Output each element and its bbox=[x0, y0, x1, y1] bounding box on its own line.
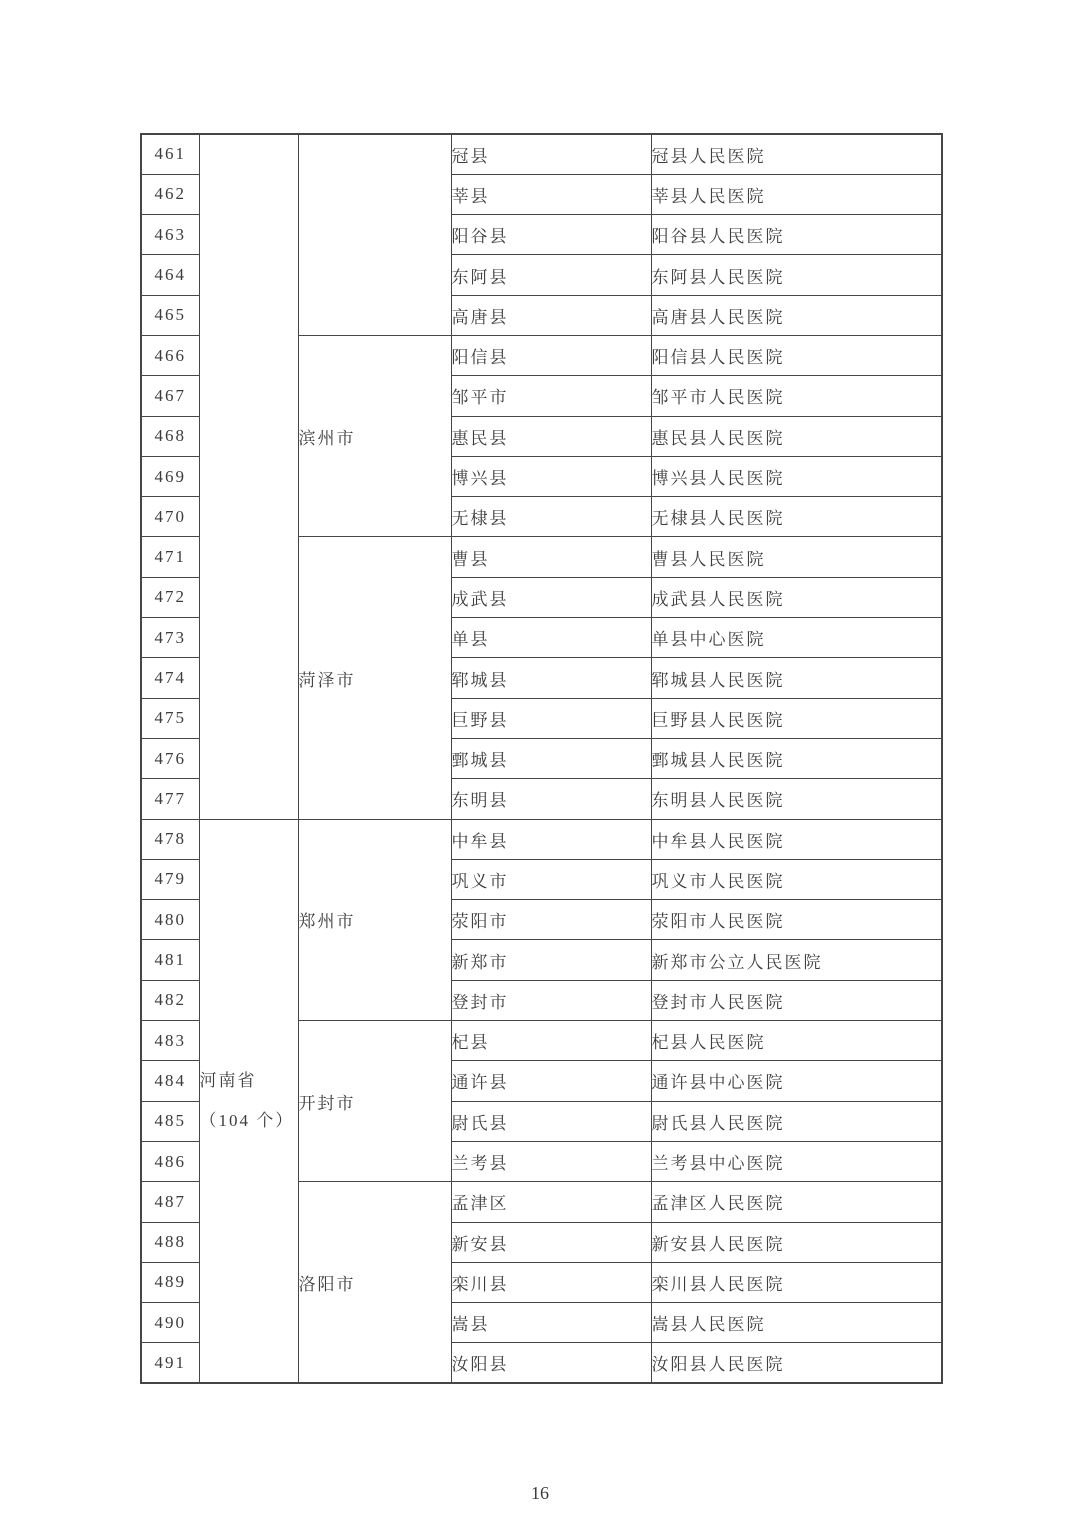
county-cell: 惠民县 bbox=[451, 416, 651, 456]
city-cell: 开封市 bbox=[298, 1021, 451, 1182]
county-cell: 新安县 bbox=[451, 1222, 651, 1262]
county-cell: 嵩县 bbox=[451, 1303, 651, 1343]
county-cell: 兰考县 bbox=[451, 1141, 651, 1181]
province-label: 河南省 bbox=[199, 1070, 257, 1090]
row-number-cell: 464 bbox=[141, 255, 199, 295]
hospital-cell: 博兴县人民医院 bbox=[651, 456, 942, 496]
row-number-cell: 463 bbox=[141, 215, 199, 255]
county-cell: 汝阳县 bbox=[451, 1343, 651, 1383]
county-cell: 孟津区 bbox=[451, 1182, 651, 1222]
row-number-cell: 481 bbox=[141, 940, 199, 980]
county-cell: 东阿县 bbox=[451, 255, 651, 295]
page-number: 16 bbox=[531, 1483, 549, 1503]
city-cell: 郑州市 bbox=[298, 819, 451, 1020]
hospital-cell: 莘县人民医院 bbox=[651, 174, 942, 214]
county-cell: 杞县 bbox=[451, 1021, 651, 1061]
row-number-cell: 485 bbox=[141, 1101, 199, 1141]
row-number-cell: 465 bbox=[141, 295, 199, 335]
county-cell: 巩义市 bbox=[451, 859, 651, 899]
province-label bbox=[200, 477, 298, 517]
province-label bbox=[200, 436, 298, 476]
county-cell: 阳信县 bbox=[451, 335, 651, 375]
hospital-cell: 阳谷县人民医院 bbox=[651, 215, 942, 255]
hospital-cell: 惠民县人民医院 bbox=[651, 416, 942, 456]
county-cell: 单县 bbox=[451, 618, 651, 658]
county-cell: 栾川县 bbox=[451, 1262, 651, 1302]
row-number-cell: 472 bbox=[141, 577, 199, 617]
hospital-cell: 登封市人民医院 bbox=[651, 980, 942, 1020]
county-cell: 莘县 bbox=[451, 174, 651, 214]
hospital-cell: 无棣县人民医院 bbox=[651, 497, 942, 537]
county-cell: 新郑市 bbox=[451, 940, 651, 980]
city-cell bbox=[298, 134, 451, 335]
province-label: （104 个） bbox=[199, 1110, 295, 1130]
hospital-table-body bbox=[141, 134, 942, 1383]
hospital-cell: 鄄城县人民医院 bbox=[651, 738, 942, 778]
hospital-cell: 新郑市公立人民医院 bbox=[651, 940, 942, 980]
hospital-cell: 兰考县中心医院 bbox=[651, 1141, 942, 1181]
row-number-cell: 477 bbox=[141, 779, 199, 819]
hospital-list-table bbox=[140, 133, 943, 1384]
row-number-cell: 467 bbox=[141, 376, 199, 416]
table-row bbox=[141, 819, 942, 859]
county-cell: 尉氏县 bbox=[451, 1101, 651, 1141]
row-number-cell: 490 bbox=[141, 1303, 199, 1343]
row-number-cell: 478 bbox=[141, 819, 199, 859]
row-number-cell: 461 bbox=[141, 134, 199, 174]
row-number-cell: 468 bbox=[141, 416, 199, 456]
county-cell: 登封市 bbox=[451, 980, 651, 1020]
county-cell: 荥阳市 bbox=[451, 900, 651, 940]
county-cell: 郓城县 bbox=[451, 658, 651, 698]
county-cell: 博兴县 bbox=[451, 456, 651, 496]
row-number-cell: 462 bbox=[141, 174, 199, 214]
county-cell: 无棣县 bbox=[451, 497, 651, 537]
county-cell: 曹县 bbox=[451, 537, 651, 577]
row-number-cell: 489 bbox=[141, 1262, 199, 1302]
county-cell: 通许县 bbox=[451, 1061, 651, 1101]
county-cell: 阳谷县 bbox=[451, 215, 651, 255]
row-number-cell: 482 bbox=[141, 980, 199, 1020]
hospital-cell: 郓城县人民医院 bbox=[651, 658, 942, 698]
hospital-cell: 阳信县人民医院 bbox=[651, 335, 942, 375]
hospital-cell: 单县中心医院 bbox=[651, 618, 942, 658]
row-number-cell: 466 bbox=[141, 335, 199, 375]
row-number-cell: 469 bbox=[141, 456, 199, 496]
hospital-cell: 东明县人民医院 bbox=[651, 779, 942, 819]
city-cell: 洛阳市 bbox=[298, 1182, 451, 1383]
row-number-cell: 470 bbox=[141, 497, 199, 537]
hospital-cell: 孟津区人民医院 bbox=[651, 1182, 942, 1222]
hospital-cell: 邹平市人民医院 bbox=[651, 376, 942, 416]
county-cell: 冠县 bbox=[451, 134, 651, 174]
hospital-cell: 成武县人民医院 bbox=[651, 577, 942, 617]
hospital-cell: 通许县中心医院 bbox=[651, 1061, 942, 1101]
hospital-cell: 冠县人民医院 bbox=[651, 134, 942, 174]
city-cell: 滨州市 bbox=[298, 335, 451, 536]
row-number-cell: 471 bbox=[141, 537, 199, 577]
hospital-cell: 尉氏县人民医院 bbox=[651, 1101, 942, 1141]
county-cell: 中牟县 bbox=[451, 819, 651, 859]
row-number-cell: 480 bbox=[141, 900, 199, 940]
hospital-cell: 曹县人民医院 bbox=[651, 537, 942, 577]
row-number-cell: 475 bbox=[141, 698, 199, 738]
hospital-cell: 荥阳市人民医院 bbox=[651, 900, 942, 940]
hospital-cell: 栾川县人民医院 bbox=[651, 1262, 942, 1302]
row-number-cell: 479 bbox=[141, 859, 199, 899]
hospital-cell: 嵩县人民医院 bbox=[651, 1303, 942, 1343]
county-cell: 高唐县 bbox=[451, 295, 651, 335]
row-number-cell: 491 bbox=[141, 1343, 199, 1383]
hospital-cell: 杞县人民医院 bbox=[651, 1021, 942, 1061]
county-cell: 东明县 bbox=[451, 779, 651, 819]
hospital-cell: 汝阳县人民医院 bbox=[651, 1343, 942, 1383]
hospital-cell: 新安县人民医院 bbox=[651, 1222, 942, 1262]
county-cell: 巨野县 bbox=[451, 698, 651, 738]
row-number-cell: 486 bbox=[141, 1141, 199, 1181]
province-cell bbox=[199, 134, 298, 819]
hospital-cell: 中牟县人民医院 bbox=[651, 819, 942, 859]
county-cell: 鄄城县 bbox=[451, 738, 651, 778]
county-cell: 成武县 bbox=[451, 577, 651, 617]
hospital-cell: 巨野县人民医院 bbox=[651, 698, 942, 738]
county-cell: 邹平市 bbox=[451, 376, 651, 416]
row-number-cell: 487 bbox=[141, 1182, 199, 1222]
row-number-cell: 488 bbox=[141, 1222, 199, 1262]
row-number-cell: 474 bbox=[141, 658, 199, 698]
hospital-cell: 东阿县人民医院 bbox=[651, 255, 942, 295]
table-row bbox=[141, 134, 942, 174]
hospital-cell: 巩义市人民医院 bbox=[651, 859, 942, 899]
row-number-cell: 476 bbox=[141, 738, 199, 778]
row-number-cell: 473 bbox=[141, 618, 199, 658]
row-number-cell: 484 bbox=[141, 1061, 199, 1101]
hospital-cell: 高唐县人民医院 bbox=[651, 295, 942, 335]
row-number-cell: 483 bbox=[141, 1021, 199, 1061]
province-cell bbox=[199, 819, 298, 1383]
city-cell: 菏泽市 bbox=[298, 537, 451, 819]
